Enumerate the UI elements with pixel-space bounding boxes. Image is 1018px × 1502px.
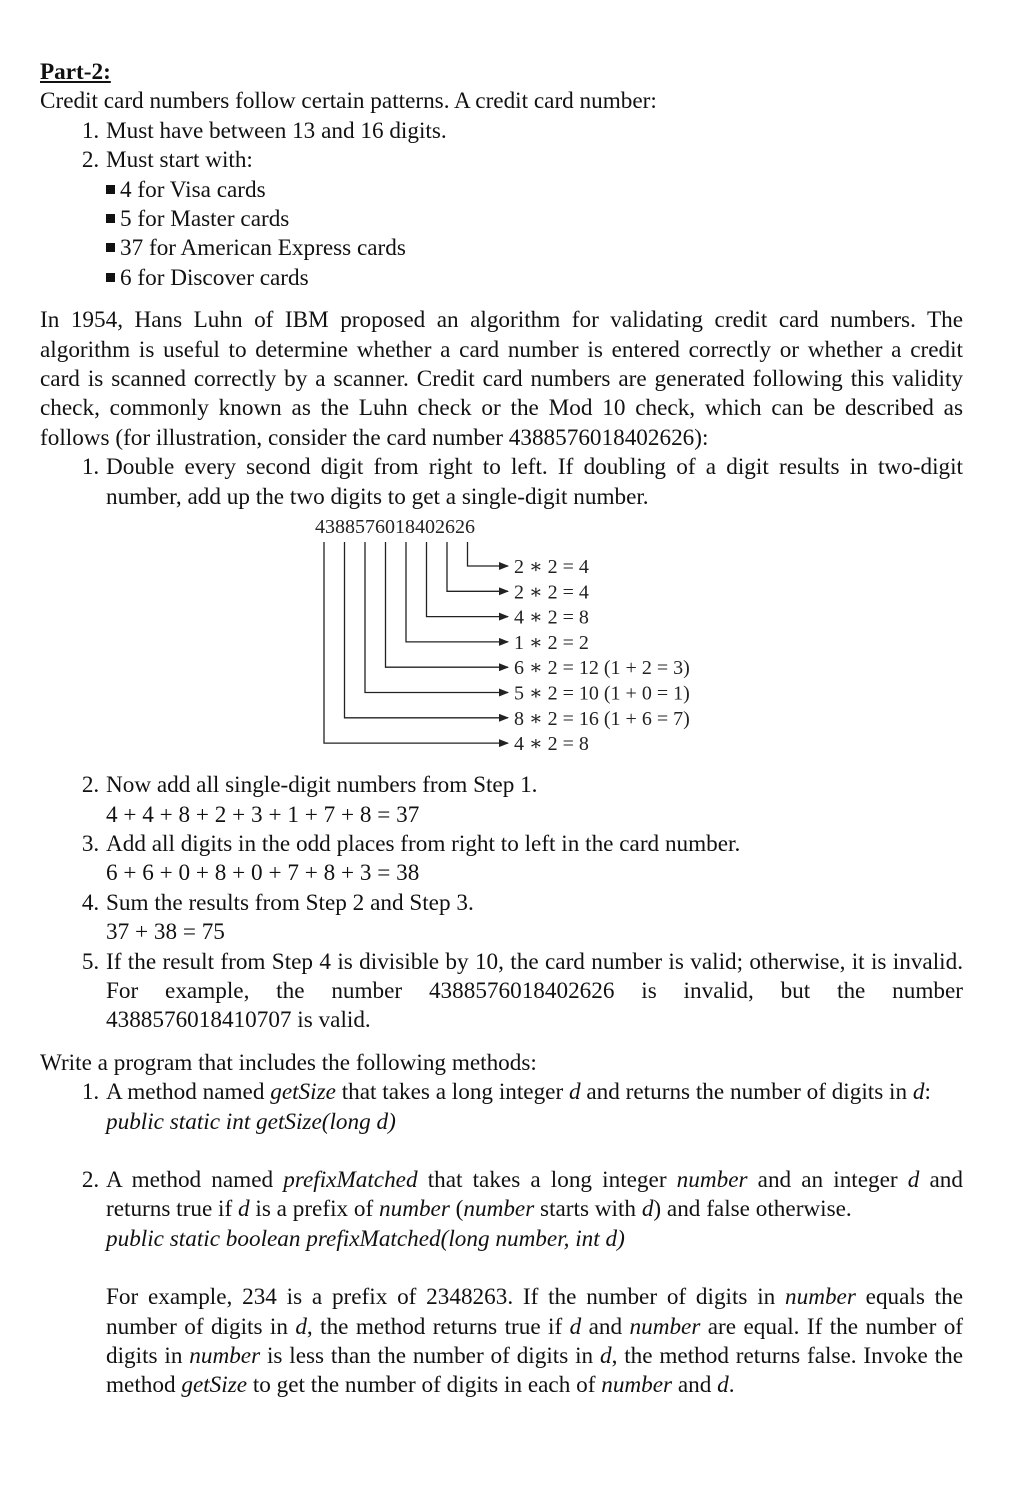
- example-text: .: [728, 1372, 735, 1399]
- square-bullet-icon: [106, 273, 115, 282]
- blank-line: [106, 1254, 963, 1283]
- rule-text: Must start with:: [106, 147, 253, 174]
- square-bullet-icon: [106, 185, 115, 194]
- example-text: to get the number of digits in each of: [247, 1372, 602, 1399]
- method-signature: public static int getSize(long d): [106, 1108, 396, 1135]
- luhn-step-item: [105, 830, 963, 889]
- prefix-text: 6 for Discover cards: [120, 264, 309, 291]
- step-formula: 37 + 38 = 75: [106, 919, 225, 946]
- variable: d: [907, 1166, 920, 1193]
- method-text: starts with: [534, 1196, 642, 1223]
- rule-item: [105, 117, 963, 146]
- step-formula: 6 + 6 + 0 + 8 + 0 + 7 + 8 + 3 = 38: [106, 860, 420, 887]
- prefix-text: 37 for American Express cards: [120, 235, 406, 262]
- example-text: equals the number of digits in: [106, 1284, 963, 1340]
- prefix-list: [106, 176, 963, 294]
- luhn-step-item: [105, 453, 963, 512]
- connector-arrow: [468, 542, 509, 566]
- rule-item: [105, 146, 963, 293]
- luhn-paragraph: In 1954, Hans Luhn of IBM proposed an algorithm for validating credit card numbers. The algorithm is useful to determine whether a card number is entered correctly or whether a credit card is scanned correctly by a scanner. Credit card numbers are generated following this validity check, commonly known as the Luhn check or the Mod 10 check, which can be described as follows (for illustration, consider the card number 4388576018402626):: [40, 307, 963, 451]
- variable: number: [676, 1166, 748, 1193]
- example-text: For example, 234 is a prefix of 2348263. If the number of digits in: [106, 1284, 786, 1311]
- luhn-step-item: [105, 948, 963, 1036]
- step1-text: Double every second digit from right to left. If doubling of a digit results in two-digit number, add up the two digits to get a single-digit number.: [106, 454, 963, 510]
- method-signature: public static boolean prefixMatched(long number, int d): [106, 1225, 625, 1252]
- variable: number: [463, 1196, 535, 1223]
- variable: d: [717, 1372, 729, 1399]
- luhn-step-item: [105, 889, 963, 948]
- method-text: A method named: [106, 1166, 284, 1193]
- prefix-item: [106, 176, 963, 205]
- doubling-row-label: 1 ∗ 2 = 2: [514, 631, 589, 654]
- step-text: Sum the results from Step 2 and Step 3.: [106, 889, 474, 916]
- diagram-rows: [324, 542, 690, 755]
- method-text: that takes a long integer: [335, 1079, 569, 1106]
- variable: number: [629, 1313, 701, 1340]
- method-item-getsize: [105, 1078, 963, 1166]
- prefix-item: [106, 205, 963, 234]
- example-paragraph: [106, 1283, 963, 1401]
- doubling-row-label: 4 ∗ 2 = 8: [514, 733, 589, 756]
- blank-line: [106, 1137, 963, 1166]
- doubling-row-label: 5 ∗ 2 = 10 (1 + 0 = 1): [514, 682, 690, 705]
- variable: number: [785, 1284, 856, 1311]
- method-name: prefixMatched: [283, 1166, 418, 1193]
- prefix-text: 5 for Master cards: [120, 206, 290, 233]
- variable: number: [189, 1343, 261, 1369]
- variable: d: [641, 1196, 654, 1223]
- example-text: , the method returns true if: [306, 1313, 570, 1340]
- luhn-doubling-diagram: [314, 514, 714, 759]
- luhn-steps-list: [40, 771, 963, 1036]
- square-bullet-icon: [106, 214, 115, 223]
- method-name: getSize: [181, 1372, 248, 1399]
- luhn-step1-list: [40, 453, 963, 512]
- variable: d: [912, 1079, 925, 1106]
- connector-arrow: [406, 542, 508, 642]
- step-formula: 4 + 4 + 8 + 2 + 3 + 1 + 7 + 8 = 37: [106, 801, 420, 828]
- method-text: and returns the number of digits in: [580, 1079, 913, 1106]
- connector-arrow: [447, 542, 508, 591]
- method-text: ) and false otherwise.: [653, 1196, 852, 1223]
- variable: d: [295, 1313, 307, 1340]
- doubling-row-label: 6 ∗ 2 = 12 (1 + 2 = 3): [514, 657, 690, 680]
- variable: d: [569, 1079, 581, 1106]
- prefix-text: 4 for Visa cards: [120, 176, 266, 203]
- example-text: are equal. If the number of digits in: [106, 1313, 964, 1369]
- card-number-label: 4388576018402626: [315, 516, 475, 538]
- doubling-row-label: 8 ∗ 2 = 16 (1 + 6 = 7): [514, 707, 690, 730]
- variable: number: [379, 1196, 450, 1223]
- step-text: If the result from Step 4 is divisible by 10, the card number is valid; otherwise, it is invalid. For example, the number 4388576018402626 is invalid, but the number 4388576018410707 is valid.: [106, 948, 963, 1034]
- doubling-row-label: 4 ∗ 2 = 8: [514, 606, 589, 629]
- example-text: and: [672, 1372, 718, 1399]
- prefix-item: [106, 234, 963, 263]
- prefix-item: [106, 264, 963, 293]
- method-text: and returns true if: [106, 1166, 963, 1223]
- doubling-row-label: 2 ∗ 2 = 4: [514, 581, 589, 604]
- method-text: and an integer: [747, 1166, 908, 1193]
- method-text: that takes a long integer: [417, 1166, 677, 1193]
- step-text: Add all digits in the odd places from right to left in the card number.: [106, 830, 741, 857]
- part-heading: Part-2:: [40, 59, 111, 85]
- rule-text: Must have between 13 and 16 digits.: [106, 117, 447, 144]
- diagram-svg: [314, 514, 714, 759]
- card-rules-list: [40, 117, 963, 293]
- example-text: , the method returns false. Invoke the method: [106, 1343, 963, 1399]
- example-text: is less than the number of digits in: [260, 1343, 600, 1369]
- variable: d: [238, 1196, 250, 1223]
- method-name: getSize: [270, 1079, 336, 1106]
- methods-list: [40, 1078, 963, 1401]
- example-text: and: [581, 1313, 630, 1340]
- variable: d: [599, 1343, 612, 1369]
- method-text: (: [449, 1196, 464, 1223]
- method-item-prefixmatched: [105, 1166, 963, 1401]
- variable: number: [601, 1372, 673, 1399]
- intro-text: Credit card numbers follow certain patterns. A credit card number:: [40, 88, 657, 115]
- method-text: :: [924, 1079, 931, 1106]
- luhn-step-item: [105, 771, 963, 830]
- doubling-row-label: 2 ∗ 2 = 4: [514, 556, 589, 578]
- method-text: is a prefix of: [249, 1196, 380, 1223]
- program-intro: Write a program that includes the following methods:: [40, 1049, 537, 1076]
- variable: d: [569, 1313, 582, 1340]
- step-text: Now add all single-digit numbers from Step 1.: [106, 772, 538, 799]
- square-bullet-icon: [106, 243, 115, 252]
- method-text: A method named: [106, 1079, 271, 1106]
